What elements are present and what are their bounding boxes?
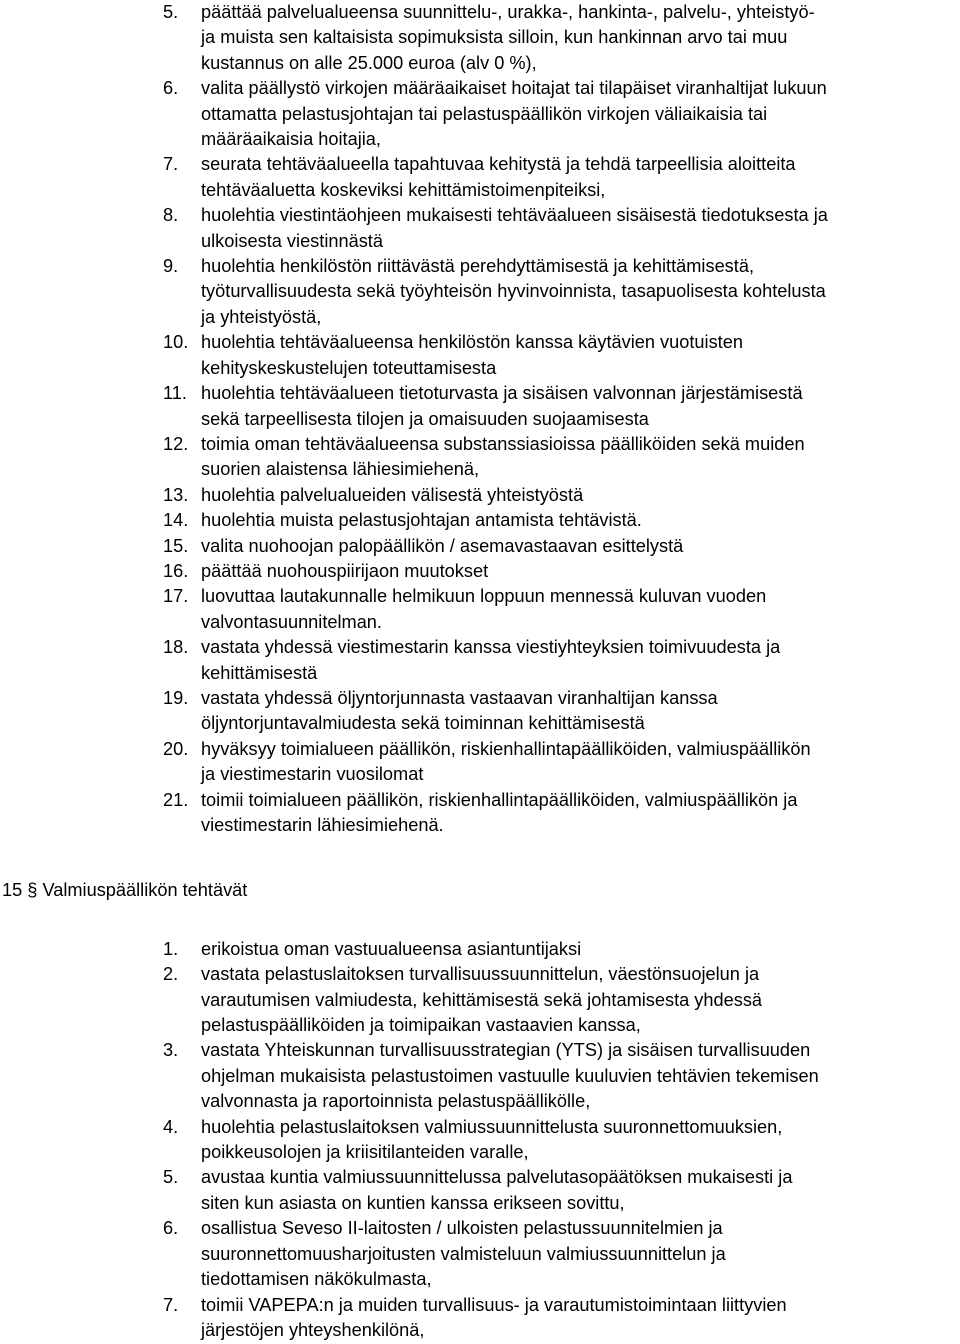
list-item <box>0 330 960 381</box>
list-item-text: valita päällystö virkojen määräaikaiset hoitajat tai tilapäiset viranhaltijat lukuun ottamatta pelastusjohtajan tai pelastuspäällikön virkojen väliaikaisia tai määräaikaisia hoitajia, <box>201 78 827 150</box>
list-item <box>0 381 960 432</box>
list-item <box>0 432 960 483</box>
list-item <box>0 534 960 559</box>
list-item-text: toimia oman tehtäväalueensa substanssiasioissa päälliköiden sekä muiden suorien alaistensa lähiesimiehenä, <box>201 433 805 480</box>
list-item-number: 7. <box>163 154 179 175</box>
list-item-text: vastata Yhteiskunnan turvallisuusstrategian (YTS) ja sisäisen turvallisuuden ohjelman mukaisista pelastustoimen vastuulle kuuluvien tehtävien tekemisen valvonnasta ja raportoinnista pelastuspäällikölle, <box>201 1040 819 1112</box>
list-item-number: 16. <box>163 560 189 581</box>
list-item-text: toimii VAPEPA:n ja muiden turvallisuus- ja varautumistoimintaan liittyvien järjestöjen yhteyshenkilönä, <box>201 1294 787 1340</box>
list-item <box>0 559 960 584</box>
list-item <box>0 1038 960 1114</box>
list-item-number: 10. <box>163 332 189 353</box>
list-item-text: päättää nuohouspiirijaon muutokset <box>201 560 489 581</box>
list-item-text: huolehtia muista pelastusjohtajan antamista tehtävistä. <box>201 510 642 531</box>
list-item <box>0 203 960 254</box>
list-item-text: vastata yhdessä öljyntorjunnasta vastaavan viranhaltijan kanssa öljyntorjuntavalmiudesta sekä toiminnan kehittämisestä <box>201 687 718 734</box>
list-item <box>0 788 960 839</box>
list-item <box>0 483 960 508</box>
list-item-number: 20. <box>163 738 189 759</box>
list-item-text: päättää palvelualueensa suunnittelu-, urakka-, hankinta-, palvelu-, yhteistyö- ja muista sen kaltaisista sopimuksista silloin, kun hankinnan arvo tai muu kustannus on alle 25.000 euroa (alv 0 %), <box>201 2 815 73</box>
list-item-text: vastata pelastuslaitoksen turvallisuussuunnittelun, väestönsuojelun ja varautumisen valmiudesta, kehittämisestä sekä johtamisesta yhdessä pelastuspäälliköiden ja toimipaikan vastaavien kanssa, <box>201 964 763 1036</box>
list-item-text: seurata tehtäväalueella tapahtuvaa kehitystä ja tehdä tarpeellisia aloitteita tehtäväaluetta koskeviksi kehittämistoimenpiteiksi, <box>201 154 796 200</box>
list-item-text: toimii toimialueen päällikön, riskienhallintapäälliköiden, valmiuspäällikön ja viestimestarin lähiesimiehenä. <box>201 789 798 835</box>
list-item-text: osallistua Seveso II-laitosten / ulkoisten pelastussuunnitelmien ja suuronnettomuusharjoitusten valmisteluun valmiussuunnittelun ja tiedottamisen näkökulmasta, <box>201 1218 726 1290</box>
list-item-number: 4. <box>163 1116 179 1137</box>
list-item-text: avustaa kuntia valmiussuunnittelussa palvelutasopäätöksen mukaisesti ja siten kun asiasta on kuntien kanssa erikseen sovittu, <box>201 1167 793 1213</box>
list-item-text: huolehtia tehtäväalueensa henkilöstön kanssa käytävien vuotuisten kehityskeskustelujen toteuttamisesta <box>201 332 743 378</box>
list-item-number: 14. <box>163 510 189 531</box>
list-item <box>0 635 960 686</box>
list-item-text: vastata yhdessä viestimestarin kanssa viestiyhteyksien toimivuudesta ja kehittämisestä <box>201 637 781 683</box>
list-item <box>0 0 960 76</box>
list-item-text: huolehtia tehtäväalueen tietoturvasta ja sisäisen valvonnan järjestämisestä sekä tarpeellisesta tilojen ja omaisuuden suojaamisesta <box>201 383 803 429</box>
list-item-number: 13. <box>163 484 189 505</box>
list-item-text: huolehtia viestintäohjeen mukaisesti tehtäväalueen sisäisestä tiedotuksesta ja ulkoisesta viestinnästä <box>201 205 828 251</box>
list-item <box>0 584 960 635</box>
list-item <box>0 508 960 533</box>
list-item-number: 2. <box>163 964 179 985</box>
list-item-number: 17. <box>163 586 189 607</box>
list-item <box>0 1293 960 1344</box>
list-item-number: 19. <box>163 687 189 708</box>
list-item-number: 15. <box>163 535 189 556</box>
list-item-number: 5. <box>163 2 179 22</box>
list-item-number: 5. <box>163 1167 179 1188</box>
list-item-text: erikoistua oman vastuualueensa asiantuntijaksi <box>201 938 582 959</box>
list-item-text: huolehtia pelastuslaitoksen valmiussuunnittelusta suuronnettomuuksien, poikkeusolojen ja kriisitilanteiden varalle, <box>201 1116 783 1163</box>
list-item-number: 7. <box>163 1294 179 1315</box>
list-item-number: 3. <box>163 1040 179 1061</box>
list-item-number: 18. <box>163 637 189 658</box>
list-item-number: 6. <box>163 78 179 99</box>
list-item-number: 11. <box>163 383 187 404</box>
valmiuspaallikko-duties-list <box>0 937 960 1344</box>
list-item-text: huolehtia palvelualueiden välisestä yhteistyöstä <box>201 484 584 505</box>
list-item <box>0 1115 960 1166</box>
list-item-number: 8. <box>163 205 179 226</box>
list-item <box>0 737 960 788</box>
list-item <box>0 1216 960 1292</box>
list-item-number: 21. <box>163 789 189 810</box>
list-item <box>0 937 960 962</box>
list-item <box>0 962 960 1038</box>
list-item-text: hyväksyy toimialueen päällikön, riskienhallintapäälliköiden, valmiuspäällikön ja viestimestarin vuosilomat <box>201 738 811 785</box>
list-item-number: 1. <box>163 938 179 959</box>
list-item-text: huolehtia henkilöstön riittävästä perehdyttämisestä ja kehittämisestä, työturvallisuudesta sekä työyhteisön hyvinvoinnista, tasapuolisesta kohtelusta ja yhteistyöstä, <box>201 256 826 327</box>
list-item <box>0 152 960 203</box>
list-item-text: valita nuohoojan palopäällikön / asemavastaavan esittelystä <box>201 535 684 556</box>
list-item <box>0 254 960 330</box>
list-item <box>0 686 960 737</box>
list-item <box>0 76 960 152</box>
list-item-text: luovuttaa lautakunnalle helmikuun loppuun mennessä kuluvan vuoden valvontasuunnitelman. <box>201 586 767 632</box>
list-item <box>0 1165 960 1216</box>
list-item-number: 6. <box>163 1218 179 1239</box>
list-item-number: 12. <box>163 433 189 454</box>
section-heading: 15 § Valmiuspäällikön tehtävät <box>2 880 248 901</box>
list-item-number: 9. <box>163 256 179 277</box>
